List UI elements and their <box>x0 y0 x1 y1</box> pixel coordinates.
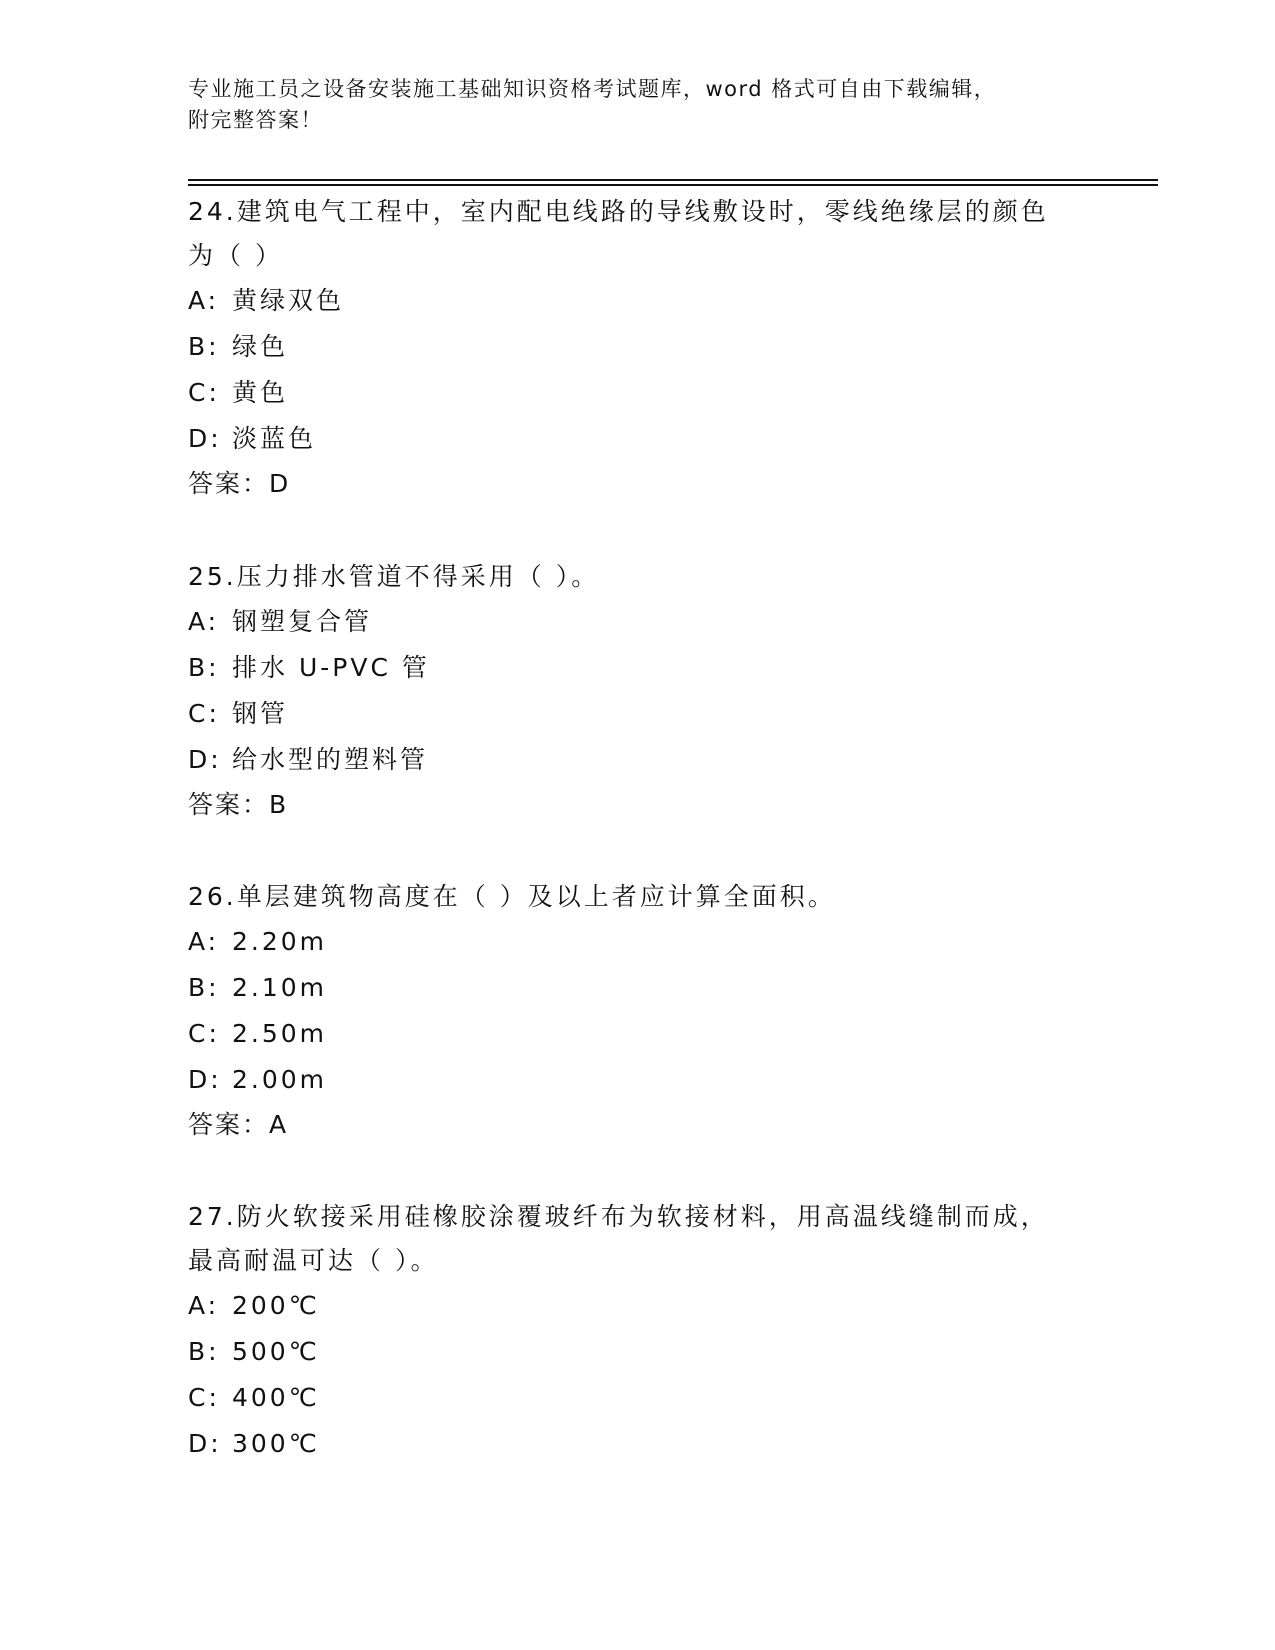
option-text: 300℃ <box>232 1429 320 1458</box>
option-c <box>188 1375 1088 1421</box>
header-line-2: 附完整答案！ <box>188 108 323 132</box>
option-key: A: <box>188 607 220 636</box>
option-key: C: <box>188 1383 220 1412</box>
option-c <box>188 1011 1088 1057</box>
option-key: A: <box>188 1291 220 1320</box>
option-key: B: <box>188 332 220 361</box>
option-key: D: <box>188 424 222 453</box>
option-text: 200℃ <box>232 1291 320 1320</box>
option-c <box>188 691 1088 737</box>
question-stem-line-1: 24.建筑电气工程中，室内配电线路的导线敷设时，零线绝缘层的颜色 <box>188 197 1049 226</box>
option-a <box>188 1283 1088 1329</box>
option-text: 2.20m <box>232 927 328 956</box>
answer-line: 答案：A <box>188 1110 289 1139</box>
option-text: 绿色 <box>232 332 289 361</box>
header-line-1: 专业施工员之设备安装施工基础知识资格考试题库，word 格式可自由下载编辑， <box>188 77 997 101</box>
option-key: B: <box>188 1337 220 1366</box>
option-text: 黄绿双色 <box>232 286 345 315</box>
option-text: 400℃ <box>232 1383 320 1412</box>
option-key: D: <box>188 1065 222 1094</box>
option-key: C: <box>188 378 220 407</box>
option-text: 2.00m <box>232 1065 328 1094</box>
option-key: D: <box>188 745 222 774</box>
option-a <box>188 278 1088 324</box>
header-divider-top <box>188 179 1158 181</box>
question-stem-line-1: 27.防火软接采用硅橡胶涂覆玻纤布为软接材料，用高温线缝制而成， <box>188 1202 1049 1231</box>
option-text: 排水 U-PVC 管 <box>232 653 430 682</box>
option-text: 2.10m <box>232 973 328 1002</box>
option-d <box>188 1057 1088 1103</box>
option-a <box>188 599 1088 645</box>
question-stem-line-2: 为（ ） <box>188 241 283 270</box>
option-b <box>188 645 1088 691</box>
option-a <box>188 919 1088 965</box>
question-26 <box>188 875 1088 1147</box>
option-key: D: <box>188 1429 222 1458</box>
option-text: 钢管 <box>232 699 289 728</box>
question-24 <box>188 190 1088 506</box>
question-stem-line-1: 26.单层建筑物高度在（ ）及以上者应计算全面积。 <box>188 882 836 911</box>
option-text: 钢塑复合管 <box>232 607 373 636</box>
option-key: A: <box>188 286 220 315</box>
question-stem-line-1: 25.压力排水管道不得采用（ ）。 <box>188 562 600 591</box>
answer-line: 答案：B <box>188 790 289 819</box>
option-d <box>188 737 1088 783</box>
option-c <box>188 370 1088 416</box>
option-key: C: <box>188 699 220 728</box>
answer-line: 答案：D <box>188 469 291 498</box>
option-d <box>188 1421 1088 1467</box>
question-25 <box>188 555 1088 827</box>
option-b <box>188 965 1088 1011</box>
option-key: B: <box>188 973 220 1002</box>
option-d <box>188 416 1088 462</box>
option-text: 黄色 <box>232 378 289 407</box>
option-text: 500℃ <box>232 1337 320 1366</box>
question-27 <box>188 1195 1088 1467</box>
option-text: 淡蓝色 <box>232 424 317 453</box>
header-divider-bottom <box>188 184 1158 186</box>
option-key: B: <box>188 653 220 682</box>
option-text: 2.50m <box>232 1019 328 1048</box>
option-b <box>188 1329 1088 1375</box>
option-b <box>188 324 1088 370</box>
question-stem-line-2: 最高耐温可达（ ）。 <box>188 1246 439 1275</box>
option-key: A: <box>188 927 220 956</box>
option-text: 给水型的塑料管 <box>232 745 429 774</box>
option-key: C: <box>188 1019 220 1048</box>
document-header <box>188 74 1088 136</box>
